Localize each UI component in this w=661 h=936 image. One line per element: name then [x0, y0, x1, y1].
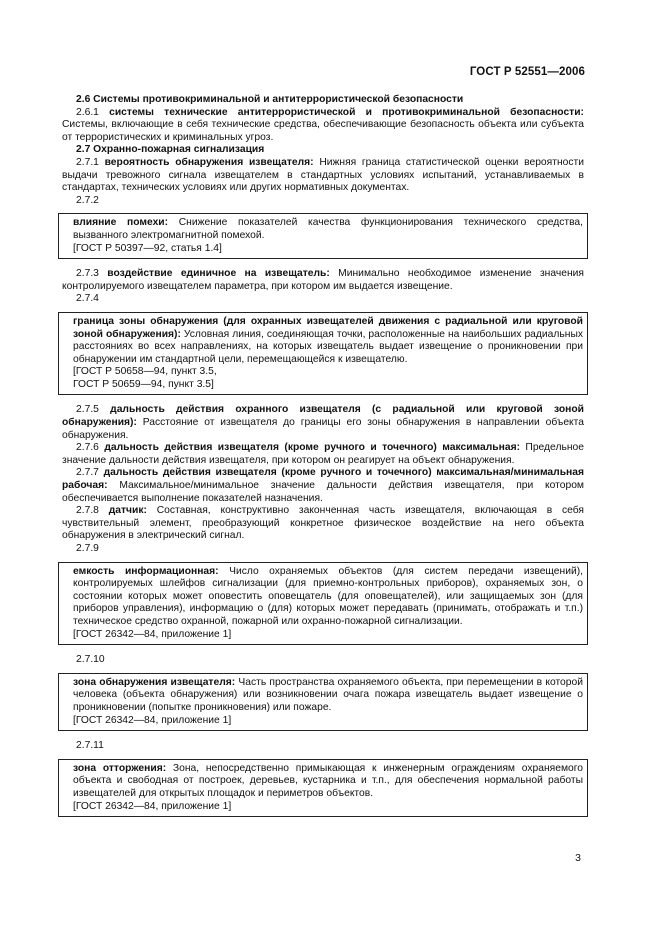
reference-2-7-4-a: [ГОСТ Р 50658—94, пункт 3.5, — [73, 366, 217, 378]
term-2-7-5: дальность действия охранного извещателя (с радиальной или круговой зоной обнаружения): — [62, 404, 584, 429]
clause-2-7-9-box — [58, 562, 588, 646]
clause-2-7-11-box — [58, 759, 588, 817]
term-2-7-2: влияние помехи: — [73, 217, 169, 229]
clause-2-7-2-box — [58, 213, 588, 259]
clause-2-7-7: 2.7.7 дальность действия извещателя (кроме ручного и точечного) максимальная/минимальная рабочая: Максимальное/минимальное значение дальности действия извещателя, при котором обеспечивается выполнение показателей назначения. — [62, 467, 584, 504]
reference-2-7-4-b: ГОСТ Р 50659—94, пункт 3.5] — [73, 378, 214, 390]
term-2-7-9: емкость информационная: — [73, 565, 219, 577]
clause-2-7-8: 2.7.8 датчик: Составная, конструктивно законченная часть извещателя, включающая в себя чувствительный элемент, преобразующий конкретное физическое воздействие на него объекта обнаружения в электрический сигнал. — [62, 505, 584, 542]
term-2-7-4: граница зоны обнаружения (для охранных извещателей движения с радиальной или круговой зоной обнаружения): — [73, 315, 583, 340]
term-2-7-1: вероятность обнаружения извещателя: — [104, 156, 314, 168]
reference-2-7-9: [ГОСТ 26342—84, приложение 1] — [73, 628, 232, 640]
clause-2-7-6: 2.7.6 дальность действия извещателя (кроме ручного и точечного) максимальная: Предельное значение дальности действия извещателя, при котором он реагирует на объект обнаружения. — [62, 442, 584, 466]
section-2-7-title: 2.7 Охранно-пожарная сигнализация — [76, 144, 265, 156]
clause-2-7-11-number: 2.7.11 — [76, 740, 104, 752]
document-body — [62, 94, 584, 817]
clause-2-7-4-box — [58, 312, 588, 396]
term-2-7-6: дальность действия извещателя (кроме ручного и точечного) максимальная: — [104, 442, 521, 454]
clause-2-7-4: граница зоны обнаружения (для охранных извещателей движения с радиальной или круговой зоной обнаружения): Условная линия, соединяющая точки, расположенные на наибольших радиальных расстояниях во всех направлениях, на которых извещатель выдает извещение о проникновении при обнаружении им стандартной цели, перемещающейся к извещателю. — [73, 315, 583, 365]
clause-2-7-10: зона обнаружения извещателя: Часть пространства охраняемого объекта, при перемещении в которой человека (объекта обнаружения) или возникновении очага пожара извещатель выдает извещение о проникновении (попытке проникновения) или пожаре. — [73, 676, 583, 713]
reference-2-7-11: [ГОСТ 26342—84, приложение 1] — [73, 800, 232, 812]
page-number: 3 — [575, 852, 581, 864]
clause-2-7-4-number: 2.7.4 — [76, 293, 99, 305]
clause-2-7-9: емкость информационная: Число охраняемых объектов (для систем передачи извещений), контролируемых шлейфов сигнализации (для приемно-контрольных приборов), охраняемых зон, о состоянии которых может оповестить оповещатель (для оповещателей), или защищаемых зон (для приборов управления), информацию о (для) которых может передавать (принимать, отображать и т.п.) техническое средство охранной, пожарной или охранно-пожарной сигнализации. — [73, 565, 583, 627]
clause-2-7-1: 2.7.1 вероятность обнаружения извещателя: Нижняя граница статистической оценки вероятности выдачи тревожного сигнала извещателем в стандартных условиях испытаний, устанавливаемых в стандартах, технических условиях или других нормативных документах. — [62, 156, 584, 194]
clause-2-7-10-box — [58, 673, 588, 731]
clause-2-7-2: влияние помехи: Снижение показателей качества функционирования технического средства, вызванного электромагнитной помехой. — [73, 217, 584, 241]
term-2-6-1: системы технические антитеррористической и противокриминальной безопасности: — [109, 106, 584, 118]
document-id-header: ГОСТ Р 52551—2006 — [469, 66, 585, 78]
term-2-7-7: дальность действия извещателя (кроме ручного и точечного) максимальная/минимальная рабочая: — [62, 467, 584, 492]
term-2-7-8: датчик: — [108, 505, 147, 517]
term-2-7-11: зона отторжения: — [73, 762, 167, 774]
reference-2-7-2: [ГОСТ Р 50397—92, статья 1.4] — [73, 242, 222, 254]
term-2-7-10: зона обнаружения извещателя: — [73, 676, 236, 688]
term-2-7-3: воздействие единичное на извещатель: — [107, 268, 330, 280]
reference-2-7-10: [ГОСТ 26342—84, приложение 1] — [73, 714, 232, 726]
clause-2-7-3: 2.7.3 воздействие единичное на извещатель: Минимально необходимое изменение значения контролируемого извещателем параметра, при котором им выдается извещение. — [62, 268, 584, 292]
section-2-6-title: 2.6 Системы противокриминальной и антитеррористической безопасности — [76, 94, 464, 105]
clause-2-7-10-number: 2.7.10 — [76, 654, 105, 666]
clause-2-7-2-number: 2.7.2 — [76, 194, 99, 206]
clause-2-7-11: зона отторжения: Зона, непосредственно примыкающая к инженерным ограждениям охраняемого объекта и свободная от построек, деревьев, кустарника и т.п., для обеспечения нормальной работы извещателей для открытых площадок и периметров объектов. — [73, 762, 583, 799]
clause-2-6-1: 2.6.1 системы технические антитеррористической и противокриминальной безопасности: Системы, включающие в себя технические средства, обеспечивающие безопасность объекта или субъекта от террористических и криминальных угроз. — [62, 106, 584, 143]
clause-2-7-9-number: 2.7.9 — [76, 543, 99, 554]
clause-2-7-5: 2.7.5 дальность действия охранного извещателя (с радиальной или круговой зоной обнаружения): Расстояние от извещателя до границы его зоны обнаружения в направлении объекта обнаружения. — [62, 404, 584, 441]
